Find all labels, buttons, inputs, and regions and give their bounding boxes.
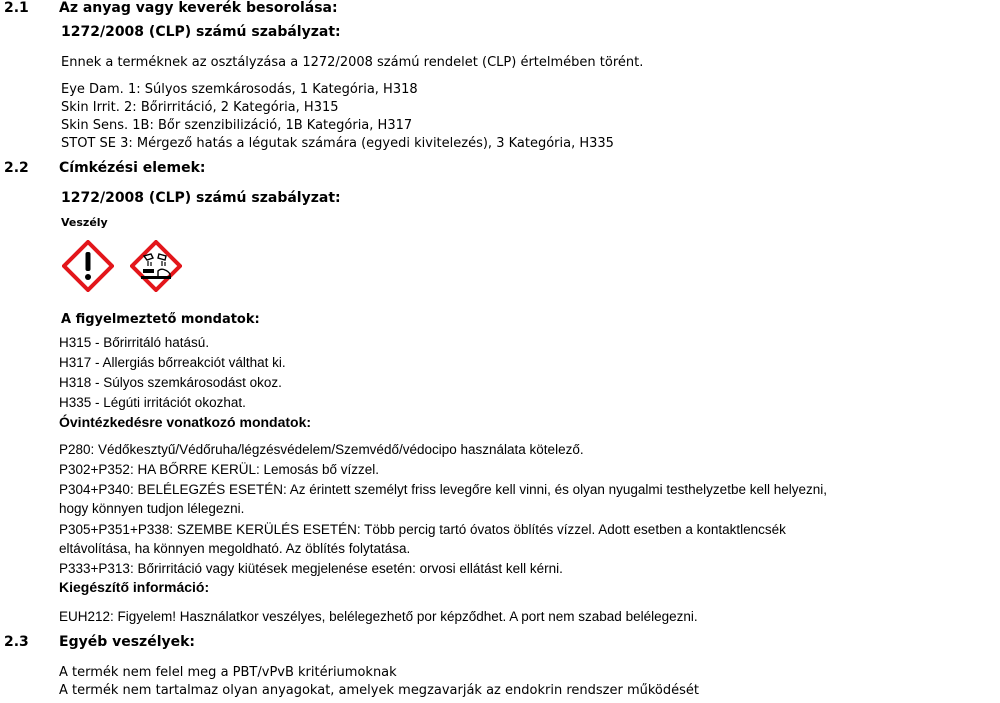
hazard-statement: H318 - Súlyos szemkárosodást okoz.: [59, 375, 282, 390]
precaution-line: hogy könnyen tudjon lélegezni.: [59, 501, 245, 516]
hazard-statement: H315 - Bőrirritáló hatású.: [59, 335, 210, 350]
hazard-heading: A figyelmeztető mondatok:: [61, 312, 260, 327]
precaution-line: eltávolítása, ha könnyen megoldható. Az öblítés folytatása.: [59, 541, 411, 556]
hazard-statement: H335 - Légúti irritációt okozhat.: [59, 395, 246, 410]
classification-item: Skin Irrit. 2: Bőrirritáció, 2 Kategória, H315: [61, 100, 339, 115]
classification-item: Eye Dam. 1: Súlyos szemkárosodás, 1 Kategória, H318: [61, 82, 418, 97]
section-2-1-number: 2.1: [4, 0, 29, 16]
section-2-2-regulation-title: 1272/2008 (CLP) számú szabályzat:: [61, 190, 341, 206]
supplementary-heading: Kiegészítő információ:: [59, 579, 210, 595]
precaution-line: P305+P351+P338: SZEMBE KERÜLÉS ESETÉN: Több percig tartó óvatos öblítés vízzel. Adott esetben a kontaktlencsék: [59, 522, 786, 537]
section-2-3-number: 2.3: [4, 634, 29, 650]
section-2-2-number: 2.2: [4, 160, 29, 176]
precaution-line: P304+P340: BELÉLEGZÉS ESETÉN: Az érintett személyt friss levegőre kell vinni, és olyan nyugalmi testhelyzetbe kell helyezni,: [59, 482, 827, 497]
precaution-heading: Óvintézkedésre vonatkozó mondatok:: [59, 414, 312, 430]
other-hazard-line: A termék nem felel meg a PBT/vPvB kritériumoknak: [59, 665, 397, 680]
section-2-1-regulation-title: 1272/2008 (CLP) számú szabályzat:: [61, 24, 341, 40]
section-2-1-title: Az anyag vagy keverék besorolása:: [59, 0, 338, 16]
section-2-3-title: Egyéb veszélyek:: [59, 634, 196, 650]
classification-item: Skin Sens. 1B: Bőr szenzibilizáció, 1B Kategória, H317: [61, 118, 413, 133]
exclamation-mark-icon: [62, 240, 114, 292]
other-hazard-line: A termék nem tartalmaz olyan anyagokat, amelyek megzavarják az endokrin rendszer működését: [59, 683, 699, 698]
precaution-line: P280: Védőkesztyű/Védőruha/légzésvédelem/Szemvédő/védocipo használata kötelező.: [59, 442, 584, 457]
signal-word: Veszély: [61, 216, 108, 229]
corrosion-icon: [130, 240, 182, 292]
precaution-line: P302+P352: HA BŐRRE KERÜL: Lemosás bő vízzel.: [59, 462, 380, 477]
supplementary-text: EUH212: Figyelem! Használatkor veszélyes, belélegezhető por képződhet. A port nem szabad belélegezni.: [59, 609, 698, 624]
classification-item: STOT SE 3: Mérgező hatás a légutak számára (egyedi kivitelezés), 3 Kategória, H335: [61, 136, 614, 151]
hazard-statement: H317 - Allergiás bőrreakciót válthat ki.: [59, 355, 286, 370]
precaution-line: P333+P313: Bőrirritáció vagy kiütések megjelenése esetén: orvosi ellátást kell kérni.: [59, 561, 563, 576]
classification-intro: Ennek a terméknek az osztályzása a 1272/2008 számú rendelet (CLP) értelmében törént.: [61, 55, 644, 70]
section-2-2-title: Címkézési elemek:: [59, 160, 206, 176]
